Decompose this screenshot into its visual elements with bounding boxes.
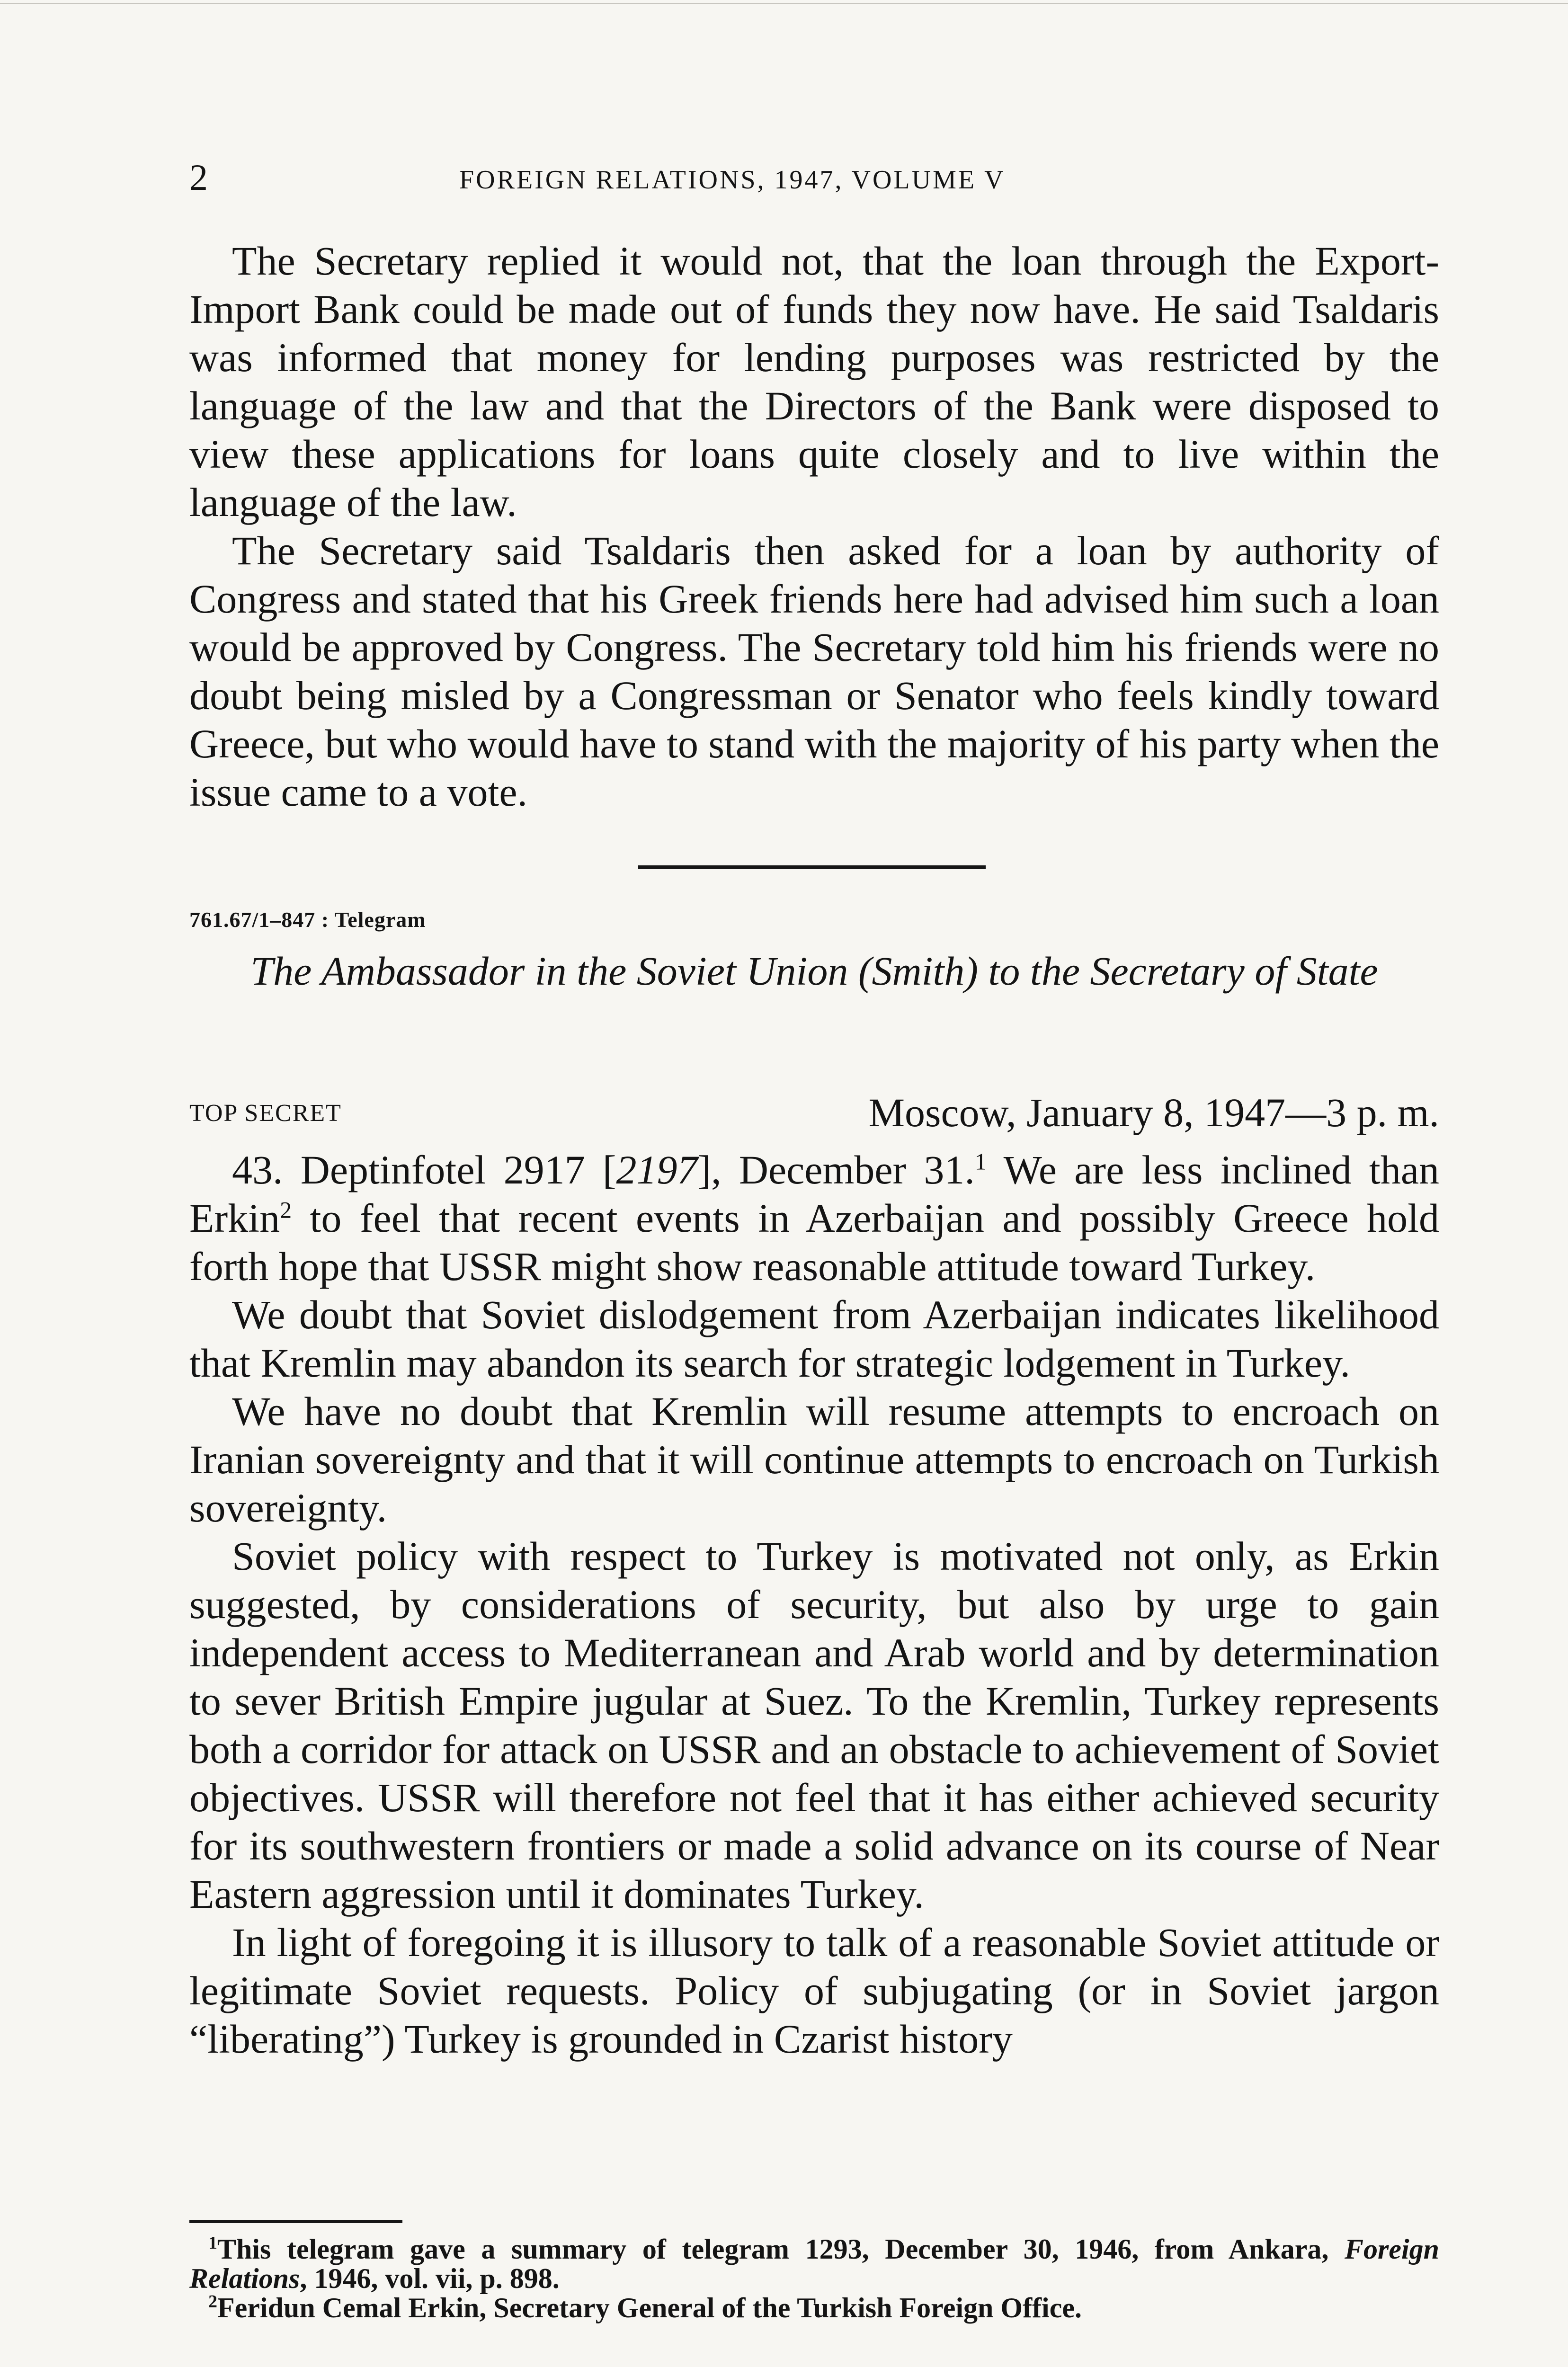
running-head — [189, 156, 1439, 208]
footnote-ref-1[interactable]: 1 — [974, 1148, 987, 1175]
footnote-2 — [189, 2293, 1439, 2323]
footnotes — [189, 2234, 1439, 2323]
scan-edge-line — [0, 3, 1568, 4]
footnote-mark: 1 — [208, 2233, 217, 2253]
paragraph: In light of foregoing it is illusory to talk of a reasonable Soviet attitude or legitimate Soviet requests. Policy of subjugating (or in Soviet jargon “liberating”) Turkey is grounded in Czarist history — [189, 1920, 1439, 2062]
footnote-text: Feridun Cemal Erkin, Secretary General of the Turkish Foreign Office. — [217, 2292, 1082, 2323]
text-run: 43. Deptinfotel 2917 [ — [232, 1147, 616, 1192]
dateline: Moscow, January 8, 1947—3 p. m. — [868, 1090, 1439, 1135]
text-run: to feel that recent events in Azerbaijan and possibly Greece hold forth hope that USSR might show reasonable attitude toward Turkey. — [189, 1195, 1439, 1289]
section-divider — [638, 865, 986, 869]
editorial-correction: 2197 — [616, 1147, 698, 1192]
footnote-text: , 1946, vol. vii, p. 898. — [300, 2263, 560, 2294]
page-number: 2 — [189, 157, 208, 198]
text-run: ], December 31. — [697, 1147, 975, 1192]
footnote-italic: Foreign Relations — [189, 2234, 1439, 2294]
footnote-ref-2[interactable]: 2 — [280, 1196, 292, 1223]
footnote-mark: 2 — [208, 2292, 217, 2312]
footnote-rule — [189, 2220, 402, 2223]
paragraph-opening — [189, 1146, 1439, 1290]
continued-memorandum — [189, 237, 1439, 816]
document-heading: The Ambassador in the Soviet Union (Smith) to the Secretary of State — [250, 948, 1378, 994]
classification-marking: TOP SECRET — [189, 1100, 342, 1127]
paragraph: We have no doubt that Kremlin will resume attempts to encroach on Iranian sovereignty and that it will continue attempts to encroach on Turkish sovereignty. — [189, 1388, 1439, 1531]
paragraph: We doubt that Soviet dislodgement from Azerbaijan indicates likelihood that Kremlin may abandon its search for strategic lodgement in Turkey. — [189, 1292, 1439, 1386]
footnote-1 — [189, 2234, 1439, 2293]
footnote-text: This telegram gave a summary of telegram 1293, December 30, 1946, from Ankara, — [217, 2234, 1345, 2265]
file-reference: 761.67/1–847 : Telegram — [189, 908, 426, 932]
paragraph: Soviet policy with respect to Turkey is motivated not only, as Erkin suggested, by considerations of security, but also by urge to gain independent access to Mediterranean and Arab world and by determination to sever British Empire jugular at Suez. To the Kremlin, Turkey represents both a corridor for attack on USSR and an obstacle to achievement of Soviet objectives. USSR will therefore not feel that it has either achieved security for its southwestern frontiers or made a solid advance on its course of Near Eastern aggression until it dominates Turkey. — [189, 1533, 1439, 1917]
text-run: We are less inclined than Erkin — [189, 1147, 1440, 1241]
paragraph: The Secretary replied it would not, that the loan through the Export-Import Bank could be made out of funds they now have. He said Tsaldaris was informed that money for lending purposes was restricted by the language of the law and that the Directors of the Bank were disposed to view these applications for loans quite closely and to live within the language of the law. — [189, 238, 1439, 525]
running-head-title: FOREIGN RELATIONS, 1947, VOLUME V — [459, 165, 1006, 195]
telegram-body — [189, 1146, 1439, 2063]
paragraph: The Secretary said Tsaldaris then asked for a loan by authority of Congress and stated that his Greek friends here had advised him such a loan would be approved by Congress. The Secretary told him his friends were no doubt being misled by a Congressman or Senator who feels kindly toward Greece, but who would have to stand with the majority of his party when the issue came to a vote. — [189, 528, 1439, 815]
